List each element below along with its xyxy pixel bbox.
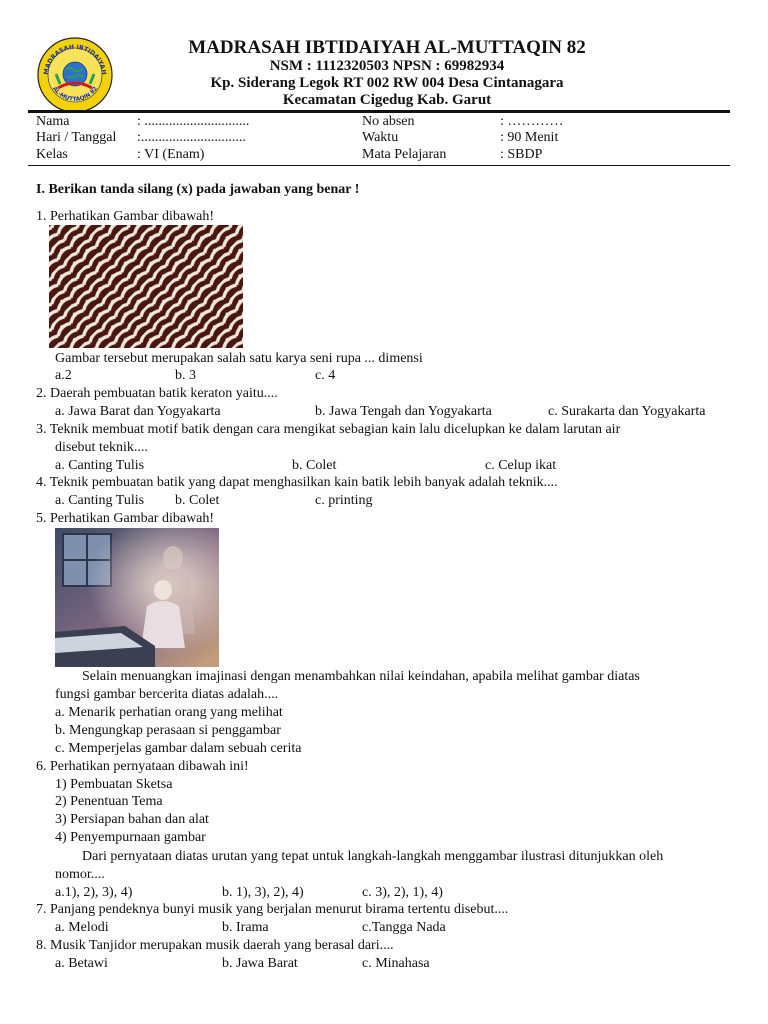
school-logo [36,36,114,114]
logo-text-bottom: AL-MUTTAQIN 82 [50,85,99,103]
hari-value: :.............................. [137,130,246,145]
q1-stem: 1. Perhatikan Gambar dibawah! [36,209,215,224]
q3-stem: 3. Teknik membuat motif batik dengan cara mengikat sebagian kain lalu dicelupkan ke dalam larutan air [36,422,621,437]
q2-option-b: b. Jawa Tengah dan Yogyakarta [315,404,492,419]
section-title: I. Berikan tanda silang (x) pada jawaban yang benar ! [36,182,360,197]
q6-option-a: a.1), 2), 3), 4) [55,885,133,900]
q5-option-b: b. Mengungkap perasaan si penggambar [55,723,281,738]
q3-option-a: a. Canting Tulis [55,458,145,473]
waktu-value: : 90 Menit [500,130,559,145]
q1-option-a: a.2 [55,368,72,383]
q7-stem: 7. Panjang pendeknya bunyi musik yang berjalan menurut birama tertentu disebut.... [36,902,509,917]
batik-image [49,225,243,348]
q8-option-b: b. Jawa Barat [222,956,298,971]
q2-option-c: c. Surakarta dan Yogyakarta [548,404,706,419]
q3-option-c: c. Celup ikat [485,458,557,473]
q6-text-2: nomor.... [55,867,105,882]
logo-text-top: MADRASAH IBTIDAIYAH [42,43,108,76]
q2-stem: 2. Daerah pembuatan batik keraton yaitu.... [36,386,278,401]
absen-value: : ………… [500,114,564,129]
q8-option-a: a. Betawi [55,956,108,971]
nama-value: : .............................. [137,114,250,129]
school-name: MADRASAH IBTIDAIYAH AL-MUTTAQIN 82 [188,37,586,58]
q3-stem-cont: disebut teknik.... [55,440,148,455]
q5-option-a: a. Menarik perhatian orang yang melihat [55,705,283,720]
school-address: Kp. Siderang Legok RT 002 RW 004 Desa Cintanagara [210,75,564,91]
q7-option-c: c.Tangga Nada [362,920,446,935]
q6-item: 2) Penentuan Tema [55,794,163,809]
q4-stem: 4. Teknik pembuatan batik yang dapat menghasilkan kain batik lebih banyak adalah teknik.... [36,475,558,490]
q6-stem: 6. Perhatikan pernyataan dibawah ini! [36,759,249,774]
q5-stem: 5. Perhatikan Gambar dibawah! [36,511,215,526]
q3-option-b: b. Colet [292,458,337,473]
school-district: Kecamatan Cigedug Kab. Garut [282,92,492,108]
kelas-label: Kelas [36,147,68,162]
q5-option-c: c. Memperjelas gambar dalam sebuah cerita [55,741,302,756]
q6-option-c: c. 3), 2), 1), 4) [362,885,443,900]
q4-option-a: a. Canting Tulis [55,493,145,508]
nama-label: Nama [36,114,70,129]
mapel-value: : SBDP [500,147,543,162]
story-illustration-image [55,528,219,667]
q6-option-b: b. 1), 3), 2), 4) [222,885,304,900]
q1-option-b: b. 3 [175,368,196,383]
q7-option-a: a. Melodi [55,920,109,935]
q6-text-1: Dari pernyataan diatas urutan yang tepat untuk langkah-langkah menggambar ilustrasi ditunjukkan oleh [82,849,664,864]
q4-option-c: c. printing [315,493,373,508]
q8-option-c: c. Minahasa [362,956,430,971]
absen-label: No absen [362,114,415,129]
q7-option-b: b. Irama [222,920,269,935]
q6-item: 1) Pembuatan Sketsa [55,777,173,792]
waktu-label: Waktu [362,130,399,145]
hari-label: Hari / Tanggal [36,130,117,145]
kelas-value: : VI (Enam) [137,147,205,162]
q6-item: 3) Persiapan bahan dan alat [55,812,209,827]
info-divider [28,165,730,166]
q4-option-b: b. Colet [175,493,220,508]
q5-text-1: Selain menuangkan imajinasi dengan menambahkan nilai keindahan, apabila melihat gambar diatas [82,669,640,684]
q5-text-2: fungsi gambar bercerita diatas adalah.... [55,687,279,702]
q8-stem: 8. Musik Tanjidor merupakan musik daerah yang berasal dari.... [36,938,394,953]
q2-option-a: a. Jawa Barat dan Yogyakarta [55,404,221,419]
mapel-label: Mata Pelajaran [362,147,447,162]
q1-option-c: c. 4 [315,368,336,383]
q1-text: Gambar tersebut merupakan salah satu karya seni rupa ... dimensi [55,351,423,366]
q6-item: 4) Penyempurnaan gambar [55,830,206,845]
school-ids: NSM : 1112320503 NPSN : 69982934 [269,58,505,74]
